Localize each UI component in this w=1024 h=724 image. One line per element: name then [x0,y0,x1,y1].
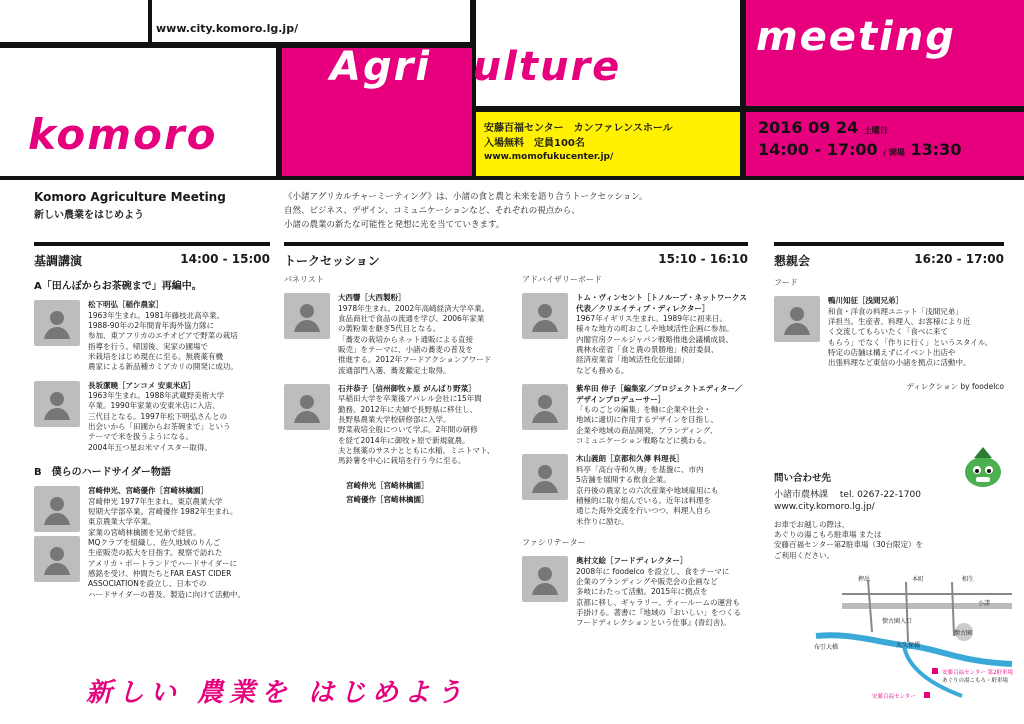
panel-label: パネリスト [284,275,324,284]
chef-photo [774,296,820,342]
social-heading: 懇親会 [774,254,811,268]
speaker-photo [34,536,80,582]
map-label: 安藤百福センター [872,694,916,700]
speaker-card [34,486,270,600]
social-time: 16:20 - 17:00 [914,252,1004,266]
speaker-photo [34,300,80,346]
meeting-block [746,0,1024,106]
advisor-photo [522,454,568,500]
speaker-card [34,381,270,454]
title-meeting: meeting [756,14,956,60]
intro-title [34,190,274,221]
title-komoro: komoro [28,110,218,159]
intro-line: 自然、ビジネス、デザイン、コミュニケーションなど、それぞれの視点から、 [284,206,580,217]
speaker-name: 宮崎伸光、宮崎優作［宮崎林檎園］ [88,486,208,496]
map-label: 布引大橋 [814,644,839,651]
advisor-bio: 1967年イギリス生まれ。1989年に初来日。 様々な地方の町おこしや地域活性企画に参加。 内閣官房クールジャパン戦略推進会議構成員、 農林水産省「食と農の景勝地」検討委員、 経済産業省「地域活性化伝道師」 なども務める。 [576,314,734,375]
contact-org: 小諸市農林課 [774,489,829,500]
venue-admission: 入場無料 定員100名 [484,137,585,149]
talk-section [284,242,748,269]
advisor-card [522,384,752,446]
speaker-bio: 1963年生まれ。1988年武蔵野美術大学 卒業。1990年家業の安東米店に入店、 三代目となる。1997年松下明弘さんとの 出会いから「田圃からお茶碗まで」という テーマで米を扱うようになる。 2004年五つ星お米マイスター取得。 [88,391,231,452]
advisor-name: 紫牟田 伸子［編集家／プロジェクトエディター／ デザインプロデューサー］ [576,384,743,404]
open-time: 13:30 [910,140,962,159]
venue-url[interactable]: www.momofukucenter.jp/ [484,152,614,162]
header-url[interactable]: www.city.komoro.lg.jp/ [156,22,299,35]
panelist-card [284,293,510,376]
map-label: 小諸 [978,600,991,607]
open-label: 開場 [888,148,905,157]
social-section [774,242,1004,561]
title-agri: Agri culture [330,44,622,90]
map-label: 懐古園入口 [882,618,913,625]
direction-credit: ディレクション by foodelco [906,381,1004,391]
person-icon [289,389,325,425]
speaker-photo [34,381,80,427]
advisor-column [522,270,752,629]
mascot-icon [960,444,1006,490]
panelist-card [284,384,510,467]
map-label: あぐりの湯こもろ・駐車場 [942,678,1009,684]
chef-bio: 和食・洋食の料理ユニット「浅間兄弟」 洋担当。生産者、料理人、お客様により近 く交流してもらいたく「食べに来て もらう」でなく「作りに行く」というスタイル。 特定の店舗は構えずにイベント出店や 出張料理など東信の小諸を拠点に活動中。 [828,306,993,368]
person-icon [289,298,325,334]
person-icon [527,389,563,425]
komoro-block [0,48,276,176]
advisor-photo [522,293,568,339]
map-label: 相生 [962,576,975,583]
venue-name: 安藤百福センター カンファレンスホール [484,123,673,134]
person-icon [39,305,75,341]
person-icon [527,561,563,597]
keynote-header [34,242,270,269]
map-label: 大久保橋 [896,642,921,649]
map-label: 本町 [912,576,925,583]
venue-block [476,112,740,176]
speaker-name: 松下明弘［稲作農家］ [88,300,163,309]
map-label: 押出 [858,576,871,583]
header-block-topleft [0,0,148,42]
footer-slogan: 新しい 農業を はじめよう [86,678,469,708]
advisor-label: アドバイザリーボード [522,275,602,284]
speaker-bio: 宮崎伸光 1977年生まれ。東京農業大学 短期大学部卒業。宮崎優作 1982年生まれ。 東京農業大学卒業。 家業の宮崎林檎園を兄弟で経営。 MQクラブを組織し、佐久地域のりんご 生産販売の拡大を目指す。視察で訪れた アメリカ・ポートランドでハードサイダーに 感銘を受け、仲間たちとFAR EAST CIDER ASSOCIATIONを設立し、日本での ハードサイダーの普及、製造に向けて活動中。 [88,496,245,599]
person-icon [39,541,75,577]
intro-line: 《小諸アグリカルチャーミーティング》は、小諸の食と農と未来を語り合うトークセッション。 [284,192,648,202]
speaker-card [34,300,270,373]
facilitator-card [522,556,752,629]
panelist-photo [284,384,330,430]
contact-heading: 問い合わせ先 [774,472,832,484]
contact-url[interactable]: www.city.komoro.lg.jp/ [774,501,875,512]
panelist-name: 宮崎伸光［宮崎林檎園］ [346,480,429,490]
date-block: 2016 09 24 土曜日 14:00 - 17:00 / 開場 13:30 [746,112,1024,176]
parking-note: お車でお越しの際は、 あぐりの湯こもろ駐車場 または 安藤百福センター第2駐車場（30台限定）を ご利用ください。 [774,519,924,560]
keynote-a-title: A「田んぼからお茶碗まで」再編中。 [34,281,202,292]
facilitator-bio: 2008年に foodelco を設立し、食をテーマに 企業のブランディングや販売会の企画など 多岐にわたって活動。2015年に拠点を 京都に移し、ギャラリー、ティールームの運営も 手掛ける。著書に『地域の「おいしい」をつくる フードディレクションという仕事』(青幻舎)。 [576,566,741,628]
chef-card [774,296,1004,369]
facilitator-photo [522,556,568,602]
event-weekday: 土曜日 [863,126,888,135]
event-time: 14:00 - 17:00 [758,140,878,159]
social-header [774,242,1004,269]
advisor-name: 木山義朗［京都和久傳 料理長］ [576,454,684,464]
advisor-bio: 料亭「高台寺和久傳」を基盤に、市内 5店舗を展開する飲食企業。 京丹後の農家との六次産業や地域雇用にも 積極的に取り組んでいる。近年は料理を 通じた海外交流を行いつつ、料理人自ら 米作りに励む。 [576,464,719,526]
advisor-name: トム・ヴィンセント［トノループ・ネットワークス 代表／クリエイティブ・ディレクター］ [576,293,747,313]
keynote-b-title: B 僕らのハードサイダー物語 [34,467,171,479]
panelist-photo [284,293,330,339]
speaker-bio: 1963年生まれ。1981年藤枝北高卒業。 1988-90年の2年間青年海外協力隊に 参加、東アフリカのエチオピアで野菜の栽培 指導を行う。帰国後、実家の圃場で 米栽培をはじめ現在に至る。無農薬有機 農家による新品種カミアカリの開発に成功。 [88,310,238,372]
food-label: フード [774,278,798,287]
header-url-block [152,0,470,42]
access-map[interactable] [812,572,1016,702]
facilitator-name: 奥村文絵［フードディレクター］ [576,556,688,565]
intro-title-ja: 新しい農業をはじめよう [34,210,144,221]
keynote-section [34,242,270,600]
event-date: 2016 09 24 [758,118,859,137]
map-label: 安藤百福センター 第2駐車場 [942,670,1014,676]
contact-block [774,470,1004,561]
person-icon [779,301,815,337]
panelist-bio: 1978年生まれ。2002年高崎経済大学卒業。 食品商社で食品の流通を学び、2006年家業 の製粉業を継ぎ5代目となる。 「蕎麦の栽培からネット通販による直接 販売」をテーマに、小諸の蕎麦の普及を 推進する。2012年フードアクションアワード 流通部門入選、蕎麦鑑定士取得。 [338,303,492,375]
talk-heading: トークセッション [284,254,380,268]
keynote-time: 14:00 - 15:00 [180,252,270,266]
speaker-photo [34,486,80,532]
advisor-card [522,293,752,376]
panelist-name: 大西響［大西製粉］ [338,293,406,302]
advisor-card [522,454,752,527]
person-icon [527,298,563,334]
advisor-bio: 「ものごとの編集」を軸に企業や社会・ 地域に適切に作用するデザインを目指し、 企業や地域の商品開発、ブランディング、 コミュニケーション戦略などに携わる。 [576,405,718,446]
speaker-name: 長坂潔曉［アンコメ 安東米店］ [88,380,196,390]
advisor-photo [522,384,568,430]
intro-line: 小諸の農業の新たな可能性と発想に光を当てていきます。 [284,220,505,231]
facilitator-label: ファシリテーター [522,538,586,547]
panelist-name: 宮崎優作［宮崎林檎園］ [346,495,429,505]
intro-title-en: Komoro Agriculture Meeting [34,190,226,204]
talk-header [284,242,748,269]
panel-column [284,270,510,506]
panelist-bio: 早稲田大学を卒業後アパレル会社に15年間 勤務。2012年に夫婦で長野県に移住し、 長野県農業大学校研修部に入学。 野菜栽培全般について学ぶ。2年間の研修 を経て2014年に御牧ヶ原で新規就農。 夫と無薬のサスナとともに水稲、ミニトマト、 馬鈴薯を中心に栽培を行う今に至る。 [338,394,495,466]
person-icon [39,386,75,422]
contact-tel[interactable]: tel. 0267-22-1700 [839,489,921,500]
person-icon [39,491,75,527]
chef-name: 鴨川知征［浅間兄弟］ [828,296,903,305]
map-label: 懐古園 [954,630,973,637]
person-icon [527,459,563,495]
talk-time: 15:10 - 16:10 [658,252,748,266]
panelist-name: 石井恭子［信州御牧ヶ原 がんばり野菜］ [338,383,476,393]
keynote-heading: 基調講演 [34,254,83,268]
intro-text [284,190,784,232]
